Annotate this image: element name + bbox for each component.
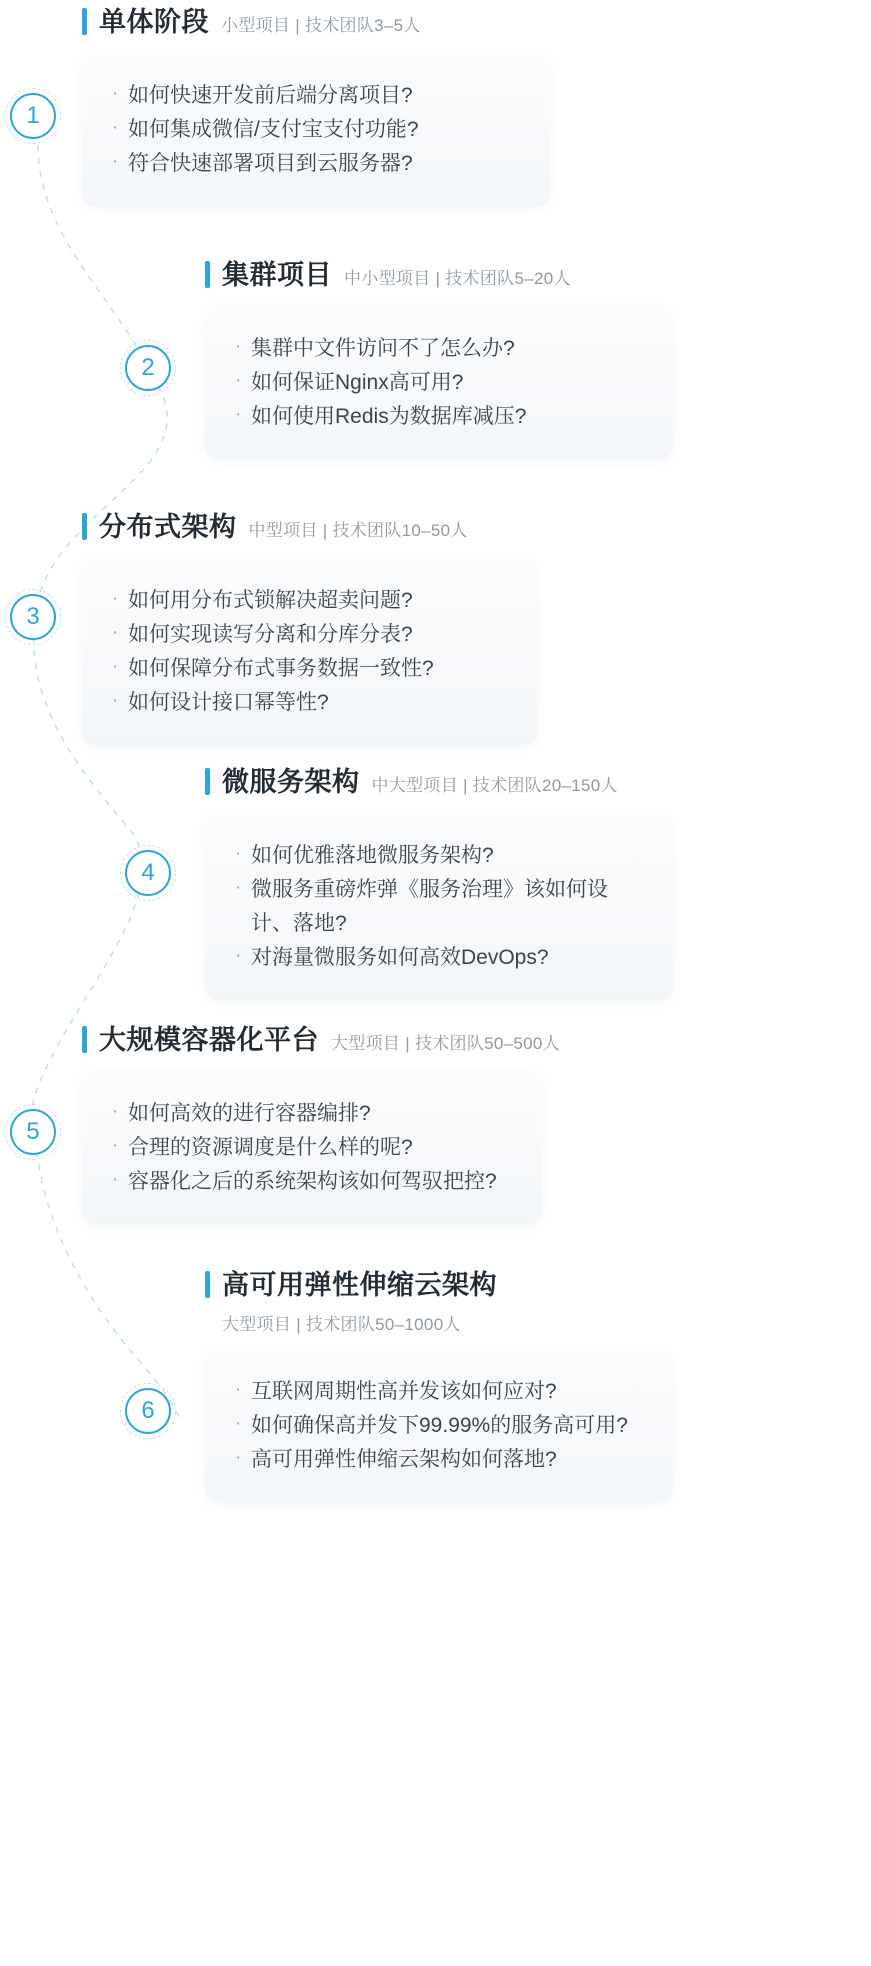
question-text: 对海量微服务如何高效DevOps?	[251, 946, 549, 970]
question-item	[112, 1165, 512, 1199]
stage-header	[82, 1018, 560, 1057]
question-item	[112, 686, 507, 720]
question-text: 如何优雅落地微服务架构?	[251, 844, 494, 867]
bullet-icon: ·	[235, 843, 242, 864]
step-badge-4	[125, 850, 171, 896]
stage-title: 分布式架构	[99, 512, 237, 542]
question-item	[235, 1443, 643, 1477]
question-text: 高可用弹性伸缩云架构如何落地?	[251, 1448, 557, 1472]
question-item	[235, 400, 643, 434]
stage-block-6	[205, 1263, 673, 1503]
bullet-icon: ·	[112, 588, 119, 609]
stage-meta: 中型项目 | 技术团队10–50人	[248, 521, 468, 540]
bullet-icon: ·	[112, 656, 119, 678]
stage-block-1	[82, 0, 550, 207]
question-item	[235, 332, 643, 366]
question-item	[235, 1375, 643, 1409]
stage-block-5	[82, 1018, 560, 1225]
question-text: 如何使用Redis为数据库减压?	[251, 405, 527, 429]
bullet-icon: ·	[235, 877, 242, 899]
question-item	[235, 941, 643, 975]
question-item	[112, 584, 507, 618]
question-text: 如何高效的进行容器编排?	[128, 1102, 371, 1125]
accent-bar-icon	[82, 8, 87, 35]
stage-question-card	[82, 1071, 542, 1225]
step-badge-2	[125, 345, 171, 391]
stage-meta: 中大型项目 | 技术团队20–150人	[371, 776, 618, 795]
stage-header	[205, 760, 673, 799]
bullet-icon: ·	[112, 690, 119, 712]
stage-question-card	[205, 1349, 673, 1503]
bullet-icon: ·	[235, 404, 242, 426]
accent-bar-icon	[205, 768, 210, 795]
question-text: 如何实现读写分离和分库分表?	[128, 623, 413, 647]
question-item	[235, 839, 643, 873]
question-text: 如何快速开发前后端分离项目?	[128, 84, 413, 107]
question-text: 如何保障分布式事务数据一致性?	[128, 657, 434, 681]
step-number: 3	[26, 603, 40, 630]
question-item	[112, 652, 507, 686]
accent-bar-icon	[205, 1271, 210, 1298]
question-text: 集群中文件访问不了怎么办?	[251, 337, 515, 360]
accent-bar-icon	[205, 261, 210, 288]
question-item	[235, 1409, 643, 1443]
question-item	[112, 147, 520, 181]
question-item	[235, 366, 643, 400]
question-item	[112, 79, 520, 113]
stage-block-4	[205, 760, 673, 1001]
stage-question-card	[205, 813, 673, 1001]
question-item	[112, 618, 507, 652]
question-text: 如何用分布式锁解决超卖问题?	[128, 589, 413, 612]
step-badge-3	[10, 594, 56, 640]
question-item	[112, 113, 520, 147]
stage-title: 单体阶段	[99, 7, 209, 37]
stage-question-card	[82, 558, 537, 746]
stage-meta: 大型项目 | 技术团队50–500人	[331, 1034, 560, 1053]
stage-title: 大规模容器化平台	[99, 1025, 319, 1055]
question-text: 如何设计接口幂等性?	[128, 691, 329, 715]
stage-header	[82, 0, 550, 39]
stage-block-3	[82, 505, 537, 746]
step-number: 6	[141, 1397, 155, 1424]
stage-question-card	[205, 306, 673, 460]
question-item	[112, 1131, 512, 1165]
stage-title: 集群项目	[222, 260, 332, 290]
stage-question-card	[82, 53, 550, 207]
question-text: 符合快速部署项目到云服务器?	[128, 152, 413, 176]
stage-meta: 小型项目 | 技术团队3–5人	[221, 16, 421, 35]
question-text: 合理的资源调度是什么样的呢?	[128, 1136, 413, 1160]
question-text: 互联网周期性高并发该如何应对?	[251, 1380, 557, 1403]
accent-bar-icon	[82, 1026, 87, 1053]
bullet-icon: ·	[112, 1169, 119, 1191]
bullet-icon: ·	[112, 622, 119, 644]
question-item	[112, 1097, 512, 1131]
stage-meta: 中小型项目 | 技术团队5–20人	[344, 269, 571, 288]
stage-header	[82, 505, 537, 544]
stage-header	[205, 1263, 673, 1302]
bullet-icon: ·	[235, 336, 242, 357]
question-text: 如何保证Nginx高可用?	[251, 371, 464, 395]
stage-block-2	[205, 253, 673, 460]
bullet-icon: ·	[235, 370, 242, 392]
step-badge-5	[10, 1109, 56, 1155]
question-item	[235, 873, 643, 941]
bullet-icon: ·	[235, 1379, 242, 1400]
bullet-icon: ·	[112, 1135, 119, 1157]
stage-title: 微服务架构	[222, 767, 360, 797]
bullet-icon: ·	[235, 1413, 242, 1435]
stage-header	[205, 253, 673, 292]
bullet-icon: ·	[112, 151, 119, 173]
accent-bar-icon	[82, 513, 87, 540]
step-badge-1	[10, 93, 56, 139]
bullet-icon: ·	[112, 117, 119, 139]
question-text: 微服务重磅炸弹《服务治理》该如何设计、落地?	[251, 878, 608, 936]
bullet-icon: ·	[112, 1101, 119, 1122]
step-number: 4	[141, 859, 155, 886]
question-text: 如何集成微信/支付宝支付功能?	[128, 118, 419, 142]
step-number: 5	[26, 1118, 40, 1145]
stage-meta: 大型项目 | 技术团队50–1000人	[222, 1315, 461, 1334]
bullet-icon: ·	[112, 83, 119, 104]
step-number: 1	[26, 102, 40, 129]
bullet-icon: ·	[235, 945, 242, 967]
bullet-icon: ·	[235, 1447, 242, 1469]
step-badge-6	[125, 1388, 171, 1434]
question-text: 如何确保高并发下99.99%的服务高可用?	[251, 1414, 628, 1438]
stage-title: 高可用弹性伸缩云架构	[222, 1270, 497, 1300]
question-text: 容器化之后的系统架构该如何驾驭把控?	[128, 1170, 497, 1194]
step-number: 2	[141, 354, 155, 381]
